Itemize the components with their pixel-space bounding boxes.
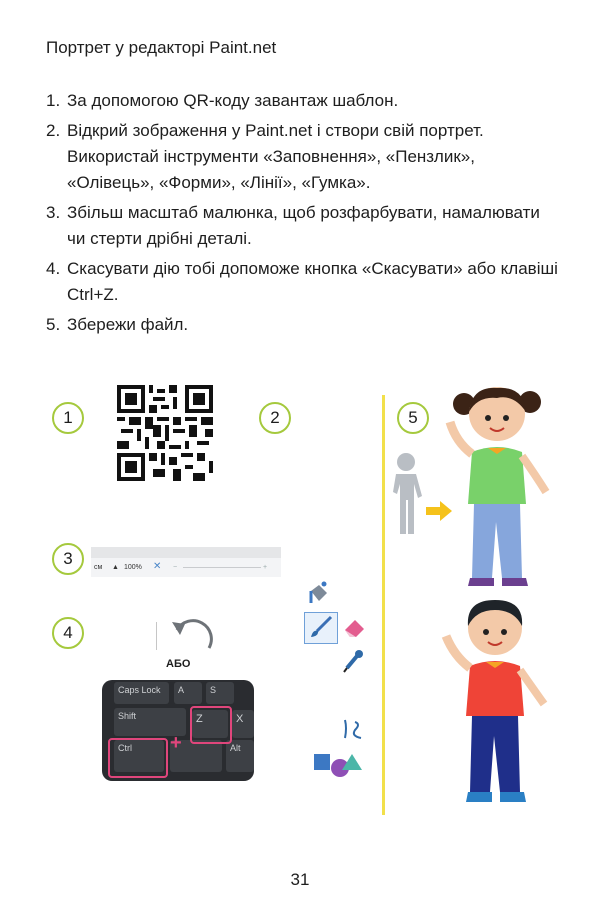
highlight-z <box>190 706 232 744</box>
step-number: 1. <box>46 91 61 110</box>
step-item <box>46 118 560 196</box>
fit-window-icon[interactable]: ✕ <box>153 561 162 572</box>
step-item <box>46 88 560 114</box>
step-text: Відкрий зображення у Paint.net і створи свій портрет. Використай інструменти «Заповнення», «Пензлик», «Олівець», «Форми», «Лінії», «Гумка». <box>67 121 484 192</box>
key-caps-lock: Caps Lock <box>114 682 169 704</box>
unit-selector[interactable]: см <box>94 564 103 571</box>
step-badge-4: 4 <box>52 617 84 649</box>
steps-list <box>46 88 560 342</box>
paint-bucket-icon[interactable] <box>307 581 331 607</box>
step-number: 3. <box>46 203 61 222</box>
brush-icon <box>305 613 337 643</box>
zoom-toolbar <box>91 547 281 577</box>
zoom-out-icon[interactable]: − <box>173 564 178 571</box>
key-a: A <box>174 682 202 704</box>
key-shift: Shift <box>114 708 186 736</box>
step-text: Збільш масштаб малюнка, щоб розфарбувати, намалювати чи стерти дрібні деталі. <box>67 203 540 248</box>
plus-sign: + <box>170 732 182 754</box>
lines-icon[interactable] <box>341 716 365 742</box>
step-text: Збережи файл. <box>67 315 189 334</box>
step-text: Скасувати дію тобі допоможе кнопка «Скасувати» або клавіші Ctrl+Z. <box>67 259 558 304</box>
page-title: Портрет у редакторі Paint.net <box>46 38 277 57</box>
step-item <box>46 256 560 308</box>
divider-line <box>382 395 385 815</box>
boy-illustration <box>440 596 550 808</box>
qr-code-icon[interactable] <box>117 385 213 481</box>
step-item <box>46 312 560 338</box>
step-number: 5. <box>46 315 61 334</box>
step-badge-2: 2 <box>259 402 291 434</box>
step-badge-1: 1 <box>52 402 84 434</box>
person-template-icon <box>388 448 428 538</box>
zoom-slider[interactable] <box>183 567 261 568</box>
girl-illustration <box>444 382 554 592</box>
step-text: За допомогою QR-коду завантаж шаблон. <box>67 91 399 110</box>
brush-tool-selected[interactable] <box>304 612 338 644</box>
key-ctrl: Ctrl <box>114 740 164 772</box>
highlight-ctrl <box>108 738 168 778</box>
step-badge-3: 3 <box>52 543 84 575</box>
pencil-icon[interactable] <box>341 648 365 674</box>
toolbar-separator <box>156 622 157 650</box>
step-item <box>46 200 560 252</box>
undo-icon[interactable] <box>171 618 215 652</box>
key-alt: Alt <box>226 740 254 772</box>
eraser-icon[interactable] <box>342 614 368 640</box>
zoom-level[interactable]: 100% <box>124 564 142 571</box>
keyboard-image <box>102 680 254 781</box>
page-number: 31 <box>290 870 310 889</box>
or-label: АБО <box>166 658 191 670</box>
step-number: 4. <box>46 259 61 278</box>
key-z: Z <box>192 710 228 738</box>
key-x: X <box>232 710 254 738</box>
step-badge-5: 5 <box>397 402 429 434</box>
triangle-up-icon[interactable]: ▲ <box>112 564 119 571</box>
step-number: 2. <box>46 121 61 140</box>
key-s: S <box>206 682 234 704</box>
shapes-icon[interactable] <box>312 748 362 778</box>
zoom-in-icon[interactable]: + <box>263 564 268 571</box>
